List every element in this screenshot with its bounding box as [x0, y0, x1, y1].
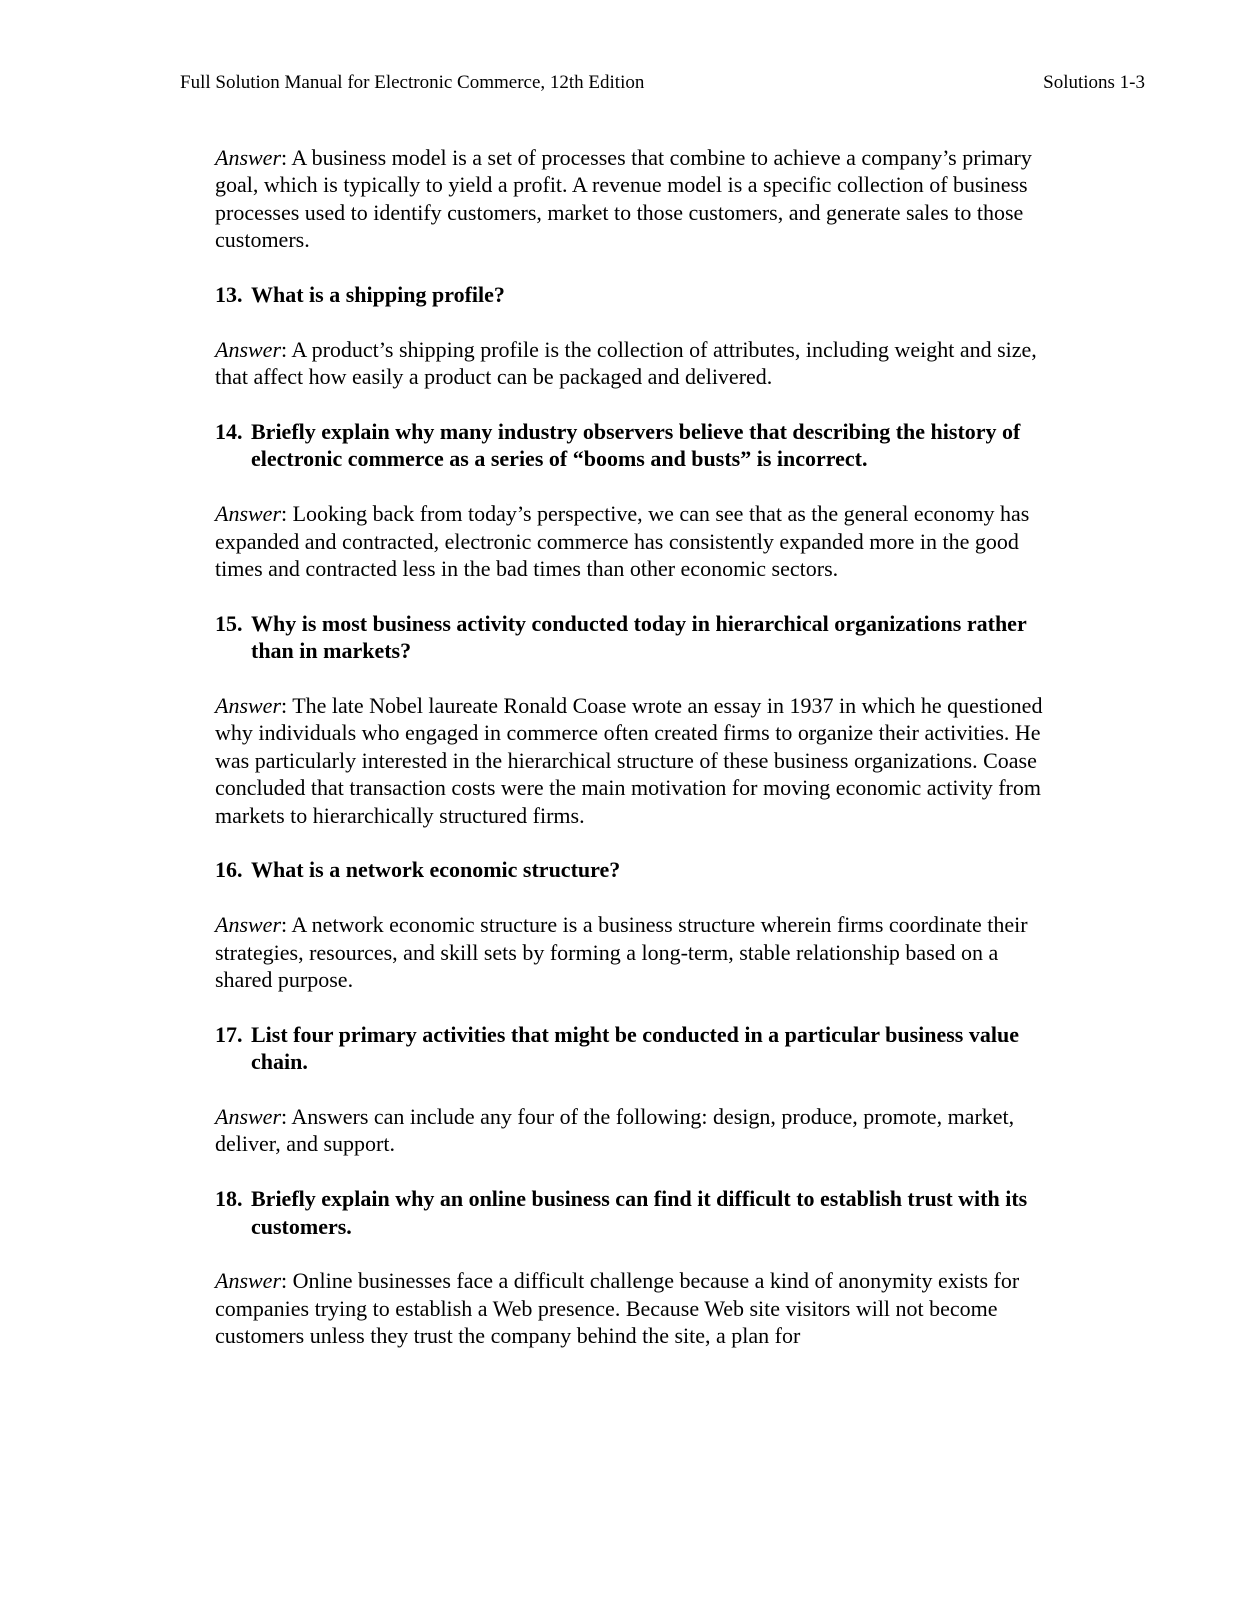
- question-15: [215, 610, 1045, 665]
- question-text: Why is most business activity conducted today in hierarchical organizations rather than in markets?: [251, 610, 1027, 664]
- answer-text: : A product’s shipping profile is the collection of attributes, including weight and size, that affect how easily a product can be packaged and delivered.: [215, 336, 1037, 390]
- header-page-number: Solutions 1-3: [1043, 72, 1145, 93]
- answer-text: : Online businesses face a difficult challenge because a kind of anonymity exists for companies trying to establish a Web presence. Because Web site visitors will not become customers unless they trust the company behind the site, a plan for: [215, 1268, 1020, 1349]
- answer-text: : Looking back from today’s perspective, we can see that as the general economy has expanded and contracted, electronic commerce has consistently expanded more in the good times and contracted less in the bad times than other economic sectors.: [215, 501, 1030, 582]
- answer-paragraph: [215, 911, 1045, 993]
- answer-label: Answer: [215, 912, 281, 938]
- question-18: [215, 1185, 1045, 1240]
- question-17: [215, 1021, 1045, 1076]
- document-body: [215, 144, 1045, 1377]
- question-text: What is a network economic structure?: [251, 857, 621, 883]
- question-14: [215, 418, 1045, 473]
- answer-text: : A network economic structure is a business structure wherein firms coordinate their strategies, resources, and skill sets by forming a long-term, stable relationship based on a shared purpose.: [215, 912, 1028, 993]
- answer-label: Answer: [215, 1268, 281, 1294]
- question-number: 13.: [215, 282, 243, 308]
- answer-paragraph: [215, 144, 1045, 254]
- answer-paragraph: [215, 692, 1045, 829]
- answer-label: Answer: [215, 1104, 281, 1130]
- question-number: 16.: [215, 857, 243, 883]
- page-header: [180, 70, 1145, 96]
- question-number: 14.: [215, 419, 243, 445]
- header-title: Full Solution Manual for Electronic Commerce, 12th Edition: [180, 72, 645, 93]
- answer-label: Answer: [215, 501, 281, 527]
- question-text: List four primary activities that might be conducted in a particular business value chain.: [251, 1021, 1019, 1075]
- question-16: [215, 856, 1045, 883]
- answer-text: : Answers can include any four of the following: design, produce, promote, market, deliver, and support.: [215, 1104, 1015, 1157]
- answer-text: : The late Nobel laureate Ronald Coase wrote an essay in 1937 in which he questioned why individuals who engaged in commerce often created firms to organize their activities. He was particularly interested in the hierarchical structure of these business organizations. Coase concluded that transaction costs were the main motivation for moving economic activity from markets to hierarchically structured firms.: [215, 693, 1043, 828]
- answer-label: Answer: [215, 693, 281, 719]
- question-number: 17.: [215, 1021, 243, 1047]
- question-number: 15.: [215, 610, 243, 636]
- answer-text: : A business model is a set of processes that combine to achieve a company’s primary goal, which is typically to yield a profit. A revenue model is a specific collection of business processes used to identify customers, market to those customers, and generate sales to those customers.: [215, 145, 1032, 253]
- question-text: Briefly explain why many industry observers believe that describing the history of electronic commerce as a series of “booms and busts” is incorrect.: [251, 419, 1021, 472]
- answer-paragraph: [215, 336, 1045, 391]
- question-text: Briefly explain why an online business can find it difficult to establish trust with its customers.: [251, 1186, 1028, 1239]
- answer-paragraph: [215, 500, 1045, 582]
- answer-paragraph: [215, 1103, 1045, 1158]
- answer-label: Answer: [215, 336, 281, 362]
- question-number: 18.: [215, 1186, 243, 1212]
- answer-paragraph: [215, 1267, 1045, 1349]
- question-13: [215, 281, 1045, 308]
- answer-label: Answer: [215, 145, 281, 170]
- question-text: What is a shipping profile?: [251, 282, 505, 308]
